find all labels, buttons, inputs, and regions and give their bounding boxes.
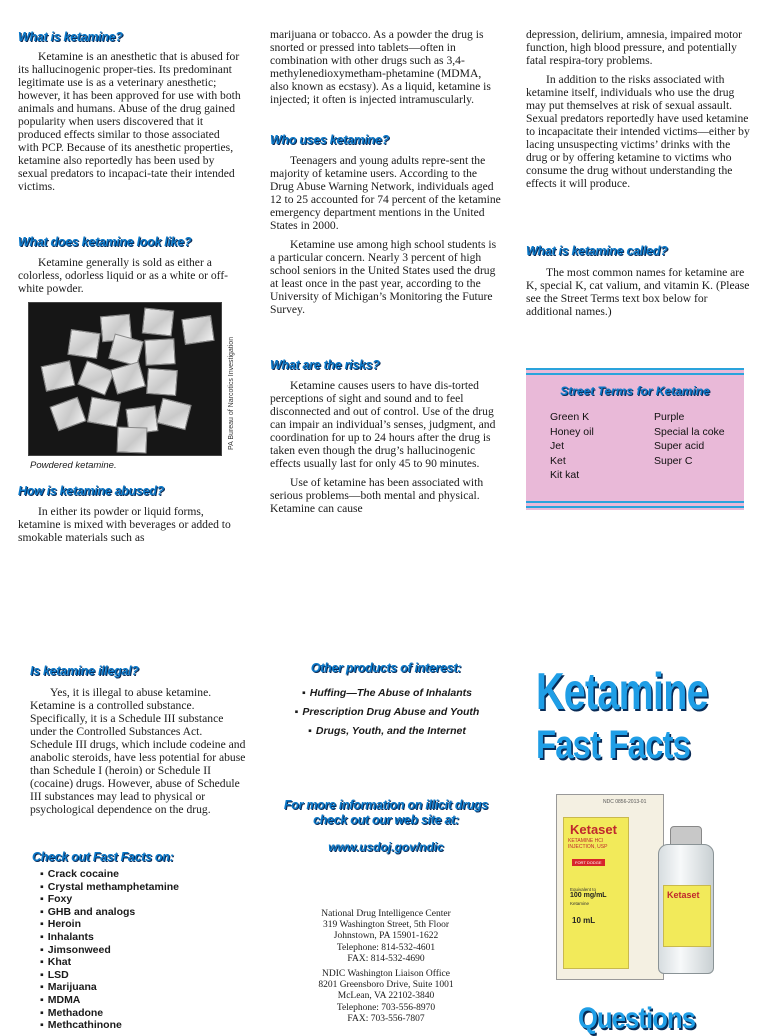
paragraph: Yes, it is illegal to abuse ketamine. Ketamine is a controlled substance. Specifically, it is a Schedule III substance under the Controlled Substances Act. Schedule III drugs, which include codeine and anabolic steroids, have less potential for abuse than Schedule I (heroin) or Schedule II (cocaine) drugs. However, abuse of Schedule III substances may lead to physical or psychological dependence on the drug. <box>30 686 246 816</box>
list-item: ▪ Prescription Drug Abuse and Youth <box>272 703 502 722</box>
paragraph: marijuana or tobacco. As a powder the drug is snorted or pressed into tablets—often in combination with other drugs such as 3,4-methylenedioxymetham-phetamine (MDMA, also known as ecstasy). As a liquid, ketamine is injected; it often is injected intramuscularly. <box>270 28 491 106</box>
box-volume: 10 mL <box>572 916 596 925</box>
address-line: Johnstown, PA 15901-1622 <box>333 931 439 942</box>
paragraph: In addition to the risks associated with ketamine itself, individuals who use the drug may put themselves at risk of sexual assault. Sexual predators reportedly have used ketamine to incapacitate their intended victims—either by lacing unsuspecting victims’ drinks with the drug or by offering ketamine to victims who consume the drug without understanding the effects it will produce. <box>526 73 750 190</box>
drug-vial-image <box>650 826 722 976</box>
vial-brand: Ketaset <box>667 890 700 900</box>
paragraph: depression, delirium, amnesia, impaired motor function, high blood pressure, and potentially fatal respira-tory problems. <box>526 28 743 67</box>
paragraph: Ketamine causes users to have dis-torted perceptions of sight and sound and to feel disconnected and out of control. Use of the drug can impair an individual’s senses, judgment, and coordination for up to 24 hours after the drug is taken even though the drug’s hallucinogenic effects usually last for only 45 to 90 minutes. <box>270 379 496 470</box>
list-item: ▪ LSD <box>40 969 179 982</box>
address-line: McLean, VA 22102-3840 <box>337 991 435 1002</box>
org-name: National Drug Intelligence Center <box>321 909 451 919</box>
list-item: ▪ Methadone <box>40 1007 179 1020</box>
street-term: Super acid <box>654 440 705 452</box>
col2-text-block-2 <box>270 379 502 515</box>
street-term: Kit kat <box>550 469 580 481</box>
street-term: Green K <box>550 411 590 423</box>
col1-text-block-2 <box>18 256 242 295</box>
heading-check-out-fast-facts: Check out Fast Facts on: <box>32 850 174 864</box>
powder-packet <box>77 360 115 395</box>
heading-what-is-ketamine-called: What is ketamine called? <box>526 244 668 258</box>
powdered-ketamine-photo <box>28 302 222 456</box>
powder-packet <box>67 329 100 359</box>
paragraph: In either its powder or liquid forms, ketamine is mixed with beverages or added to smokable materials such as <box>18 505 231 544</box>
address-line: 319 Washington Street, 5th Floor <box>323 920 449 931</box>
address-line: 8201 Greensboro Drive, Suite 1001 <box>318 980 454 991</box>
stripe <box>526 373 744 375</box>
col1-text-block-3 <box>18 505 242 544</box>
cover-subtitle-questions: Questions <box>578 1002 696 1035</box>
illegal-text-block <box>30 686 246 816</box>
list-item: ▪ MDMA <box>40 994 179 1007</box>
paragraph: Teenagers and young adults repre-sent the majority of ketamine users. According to the Drug Abuse Warning Network, individuals aged 12 to 25 accounted for 74 percent of the ketamine emergency department mentions in the United States in 2000. <box>270 154 501 232</box>
powder-packet <box>181 315 214 345</box>
paragraph: Ketamine use among high school students is a particular concern. Nearly 3 percent of high school seniors in the United States used the drug at least once in the past year, according to the University of Michigan’s Monitoring the Future Survey. <box>270 238 497 316</box>
powder-packet <box>146 368 178 396</box>
powder-packet <box>144 338 175 366</box>
heading-how-is-ketamine-abused: How is ketamine abused? <box>18 484 164 498</box>
telephone: Telephone: 814-532-4601 <box>336 942 436 953</box>
box-generic: KETAMINE HCl INJECTION, USP <box>568 838 608 850</box>
street-terms-box <box>526 368 744 510</box>
street-term: Super C <box>654 454 693 467</box>
list-item: ▪ Crack cocaine <box>40 868 179 881</box>
box-concentration: 100 mg/mL <box>570 892 607 899</box>
powder-packet <box>87 397 121 428</box>
street-term: Jet <box>550 440 565 452</box>
powder-packet <box>41 360 76 392</box>
photo-caption: Powdered ketamine. <box>30 460 117 471</box>
vial-label <box>663 885 711 947</box>
col2-text-block-0 <box>270 28 502 106</box>
street-terms-left-list <box>550 410 594 483</box>
street-term: Honey oil <box>550 425 594 438</box>
heading-what-does-ketamine-look-like: What does ketamine look like? <box>18 235 192 249</box>
paragraph: Ketamine is an anesthetic that is abused for its hallucinogenic proper-ties. Its predominant legitimate use is as a veterinary anesthetic; however, it has been approved for use with both animals and humans. Abuse of the drug gained popularity when users discovered that it produced effects similar to those associated with PCP. Because of its anesthetic properties, ketamine also reportedly has been used by sexual predators to incapaci-tate their intended victims. <box>18 50 241 193</box>
street-terms-right-list <box>654 410 725 468</box>
list-item: ▪ Foxy <box>40 893 179 906</box>
street-term: Purple <box>654 411 685 423</box>
telephone: Telephone: 703-556-8970 <box>336 1002 436 1013</box>
powder-packet <box>156 398 191 430</box>
paragraph: Use of ketamine has been associated with serious problems—both mental and physical. Ketamine can cause <box>270 476 484 515</box>
heading-what-are-the-risks: What are the risks? <box>270 358 380 372</box>
website-link[interactable]: www.usdoj.gov/ndic <box>328 840 444 854</box>
street-terms-title: Street Terms for Ketamine <box>560 384 710 398</box>
cover-title-fast-facts: Fast Facts <box>536 723 691 767</box>
fast-facts-list <box>40 868 179 1032</box>
paragraph: The most common names for ketamine are K, special K, cat valium, and vitamin K. (Please see the Street Terms text box below for additional names.) <box>526 266 750 318</box>
list-item: ▪ Khat <box>40 956 179 969</box>
photo-credit: PA Bureau of Narcotics Investigation <box>228 336 235 450</box>
list-item: ▪ Inhalants <box>40 931 179 944</box>
fax: FAX: 814-532-4690 <box>347 953 425 964</box>
col3-text-block-0 <box>526 28 752 190</box>
box-label <box>563 817 629 969</box>
street-term: Special la coke <box>654 425 725 438</box>
heading-other-products: Other products of interest: <box>310 661 462 675</box>
vial-body <box>658 844 714 974</box>
list-item: ▪ Heroin <box>40 918 179 931</box>
list-item: ▪ GHB and analogs <box>40 906 179 919</box>
list-item: ▪ Crystal methamphetamine <box>40 881 179 894</box>
stripe <box>526 368 744 370</box>
col1-text-block-1 <box>18 50 242 193</box>
box-top <box>557 795 663 817</box>
box-tag: FORT DODGE <box>572 859 605 866</box>
col3-text-block-1 <box>526 266 752 318</box>
more-information-text: For more information on illicit drugs check out our web site at: <box>283 798 489 827</box>
cover-title-ketamine: Ketamine <box>536 663 708 721</box>
powder-packet <box>117 426 148 453</box>
box-ndc: NDC 0856-2013-01 <box>603 799 647 805</box>
box-form: Ketamine <box>570 901 590 906</box>
list-item: ▪ Drugs, Youth, and the Internet <box>272 722 502 741</box>
list-item: ▪ Jimsonweed <box>40 944 179 957</box>
heading-is-ketamine-illegal: Is ketamine illegal? <box>30 664 139 678</box>
list-item: ▪ Methcathinone <box>40 1019 179 1032</box>
fax: FAX: 703-556-7807 <box>347 1013 425 1024</box>
powder-packet <box>49 397 86 432</box>
box-brand: Ketaset <box>570 822 617 837</box>
stripe <box>526 501 744 503</box>
paragraph: Ketamine generally is sold as either a colorless, odorless liquid or as a white or off-white powder. <box>18 256 229 295</box>
other-products-list <box>272 684 502 741</box>
vial-cap <box>670 826 702 846</box>
stripe <box>526 506 744 508</box>
col2-text-block-1 <box>270 154 502 316</box>
heading-who-uses-ketamine: Who uses ketamine? <box>270 133 389 147</box>
powder-packet <box>110 361 146 394</box>
powder-packet <box>142 308 175 337</box>
street-term: Ket <box>550 454 566 467</box>
box-equiv: Equivalent to <box>570 887 597 892</box>
liaison-address-block <box>266 969 506 1025</box>
list-item: ▪ Huffing—The Abuse of Inhalants <box>272 684 502 703</box>
org-name: NDIC Washington Liaison Office <box>322 969 450 979</box>
heading-what-is-ketamine: What is ketamine? <box>18 30 123 44</box>
drug-box-image <box>556 794 664 980</box>
ndic-address-block <box>266 909 506 965</box>
list-item: ▪ Marijuana <box>40 981 179 994</box>
